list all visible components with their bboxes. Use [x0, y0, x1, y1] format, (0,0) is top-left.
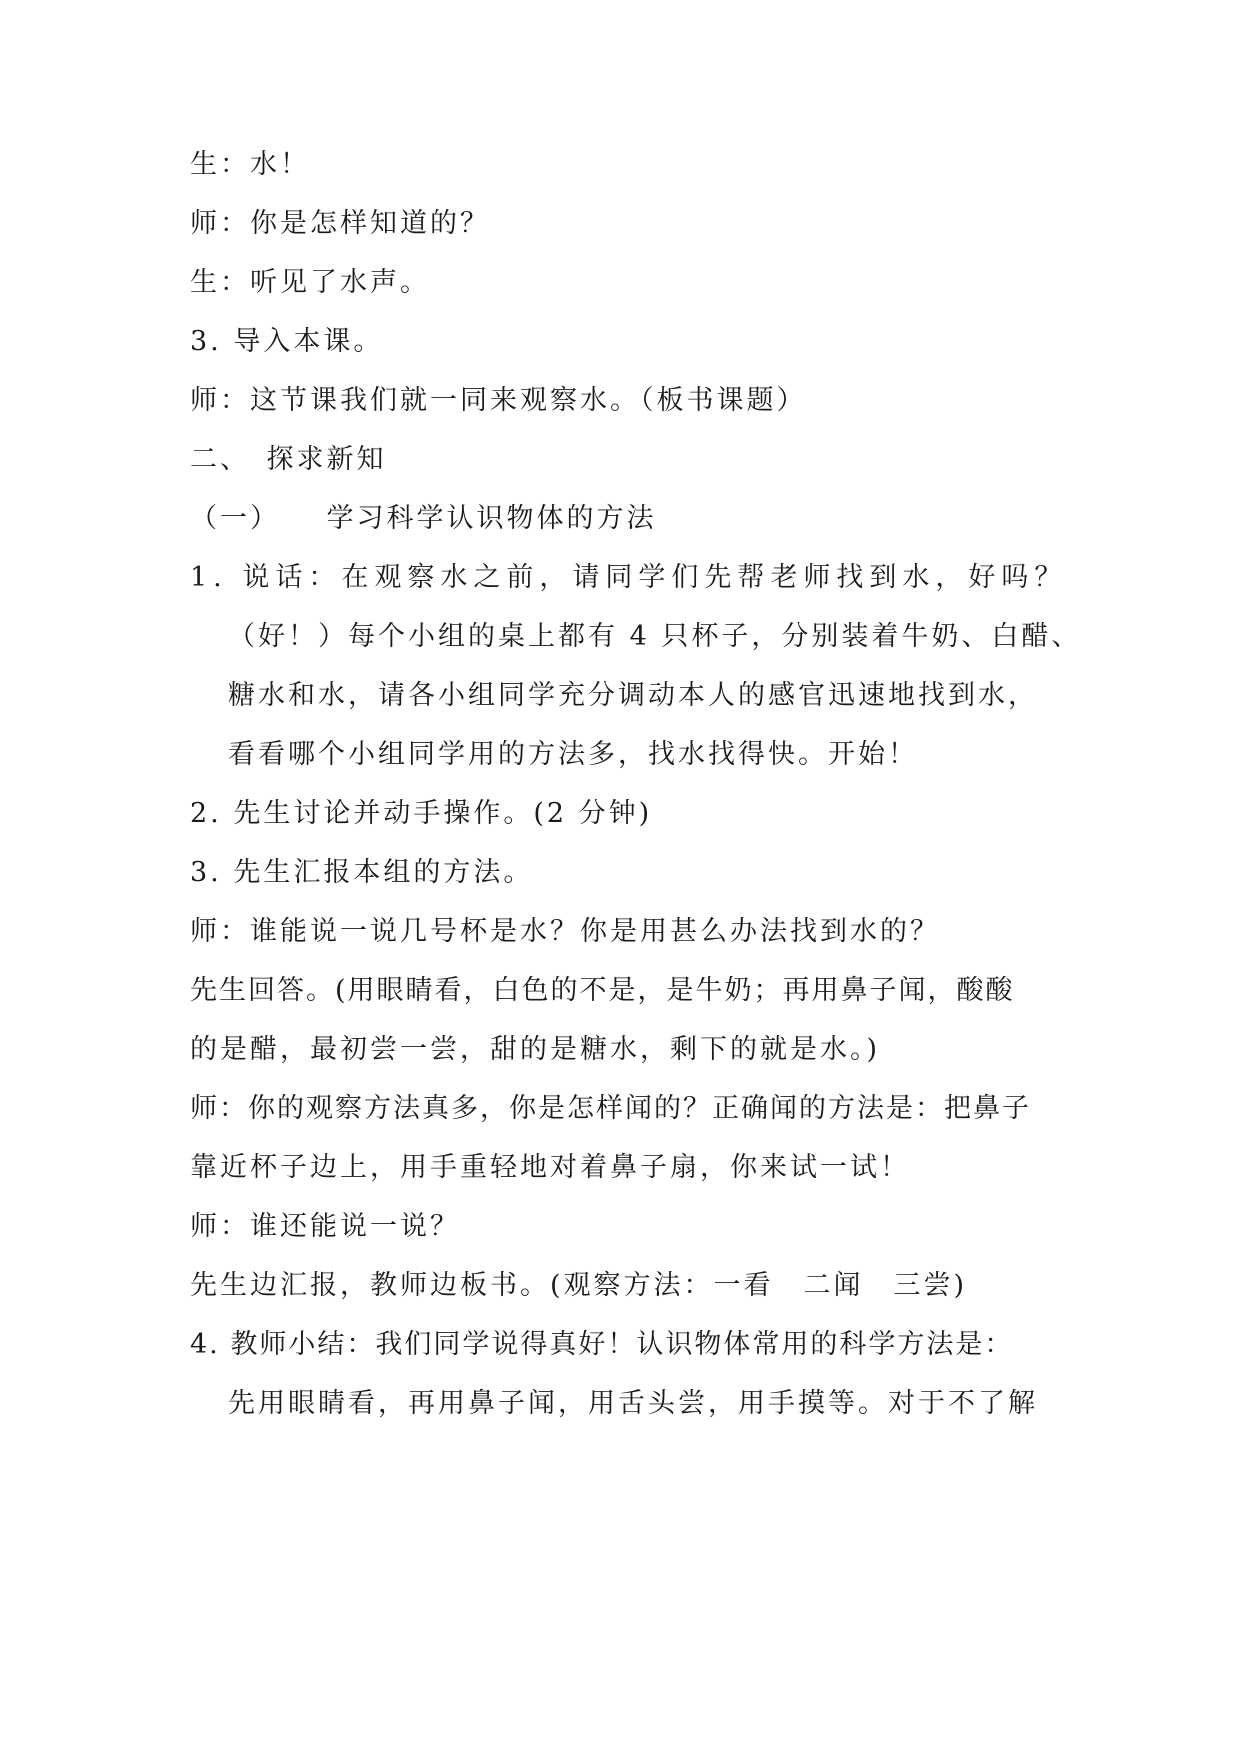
section-heading: 二、 探求新知 [190, 444, 387, 475]
text-line: 先生回答。(用眼睛看，白色的不是，是牛奶；再用鼻子闻，酸酸 [190, 975, 1015, 1006]
text-line: 师：你是怎样知道的？ [190, 208, 490, 239]
text-line: 的是醋，最初尝一尝，甜的是糖水，剩下的就是水。) [190, 1034, 881, 1065]
text-line: 4. 教师小结：我们同学说得真好！认识物体常用的科学方法是： [190, 1329, 1014, 1360]
text-line: 先用眼睛看，再用鼻子闻，用舌头尝，用手摸等。对于不了解 [228, 1388, 1038, 1419]
text-line: 生：水！ [190, 149, 310, 180]
text-line: （好！）每个小组的桌上都有 4 只杯子，分别装着牛奶、白醋、 [228, 621, 1082, 652]
text-line: 1. 说话：在观察水之前，请同学们先帮老师找到水，好吗？ [190, 562, 1068, 593]
text-line: 先生边汇报，教师边板书。(观察方法：一看 二闻 三尝) [190, 1270, 968, 1301]
text-line: 师：你的观察方法真多，你是怎样闻的？正确闻的方法是：把鼻子 [190, 1093, 1031, 1124]
text-line: 2. 先生讨论并动手操作。(2 分钟) [190, 798, 653, 829]
text-line: 靠近杯子边上，用手重轻地对着鼻子扇，你来试一试！ [190, 1152, 910, 1183]
text-line: 看看哪个小组同学用的方法多，找水找得快。开始！ [228, 739, 918, 770]
subsection-heading: （一） 学习科学认识物体的方法 [190, 503, 657, 534]
text-line: 生：听见了水声。 [190, 267, 430, 298]
text-line: 师：谁能说一说几号杯是水？你是用甚么办法找到水的？ [190, 916, 940, 947]
text-line: 师：这节课我们就一同来观察水。（板书课题） [190, 385, 807, 416]
text-line: 师：谁还能说一说？ [190, 1211, 460, 1242]
text-line: 3. 先生汇报本组的方法。 [190, 857, 534, 888]
text-line: 3. 导入本课。 [190, 326, 384, 357]
text-line: 糖水和水，请各小组同学充分调动本人的感官迅速地找到水， [228, 680, 1038, 711]
